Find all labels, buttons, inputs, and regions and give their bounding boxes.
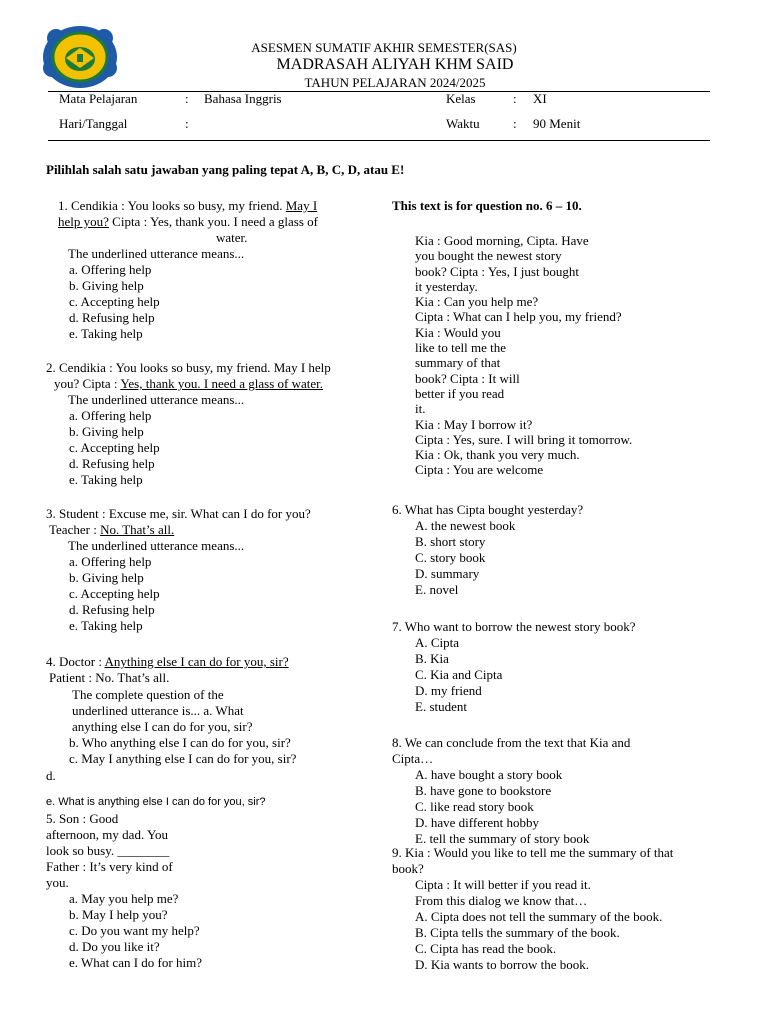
instruction: Pilihlah salah satu jawaban yang paling tepat A, B, C, D, atau E!	[46, 162, 405, 177]
q9-option[interactable]: D. Kia wants to borrow the book.	[415, 957, 590, 972]
q3-underlined: No. That’s all.	[100, 522, 175, 537]
q7-option[interactable]: E. student	[415, 699, 467, 714]
q8-text: Cipta…	[392, 751, 434, 766]
q1-underlined: help you?	[58, 214, 109, 229]
q6-option[interactable]: B. short story	[415, 534, 486, 549]
question-2	[46, 360, 331, 488]
date-label: Hari/Tanggal	[59, 116, 128, 131]
q2-stem: The underlined utterance means...	[68, 392, 245, 407]
q1-text: 1. Cendikia : You looks so busy, my friend.	[58, 198, 286, 213]
q2-underlined: Yes, thank you. I need a glass of water.	[120, 376, 323, 391]
q1-option[interactable]: e. Taking help	[69, 326, 143, 341]
q1-option[interactable]: a. Offering help	[69, 262, 152, 277]
question-3	[46, 506, 311, 634]
dialog-line: like to tell me the	[415, 340, 506, 356]
q6-text: 6. What has Cipta bought yesterday?	[392, 502, 584, 517]
q1-option[interactable]: c. Accepting help	[69, 294, 160, 309]
q3-option[interactable]: d. Refusing help	[69, 602, 155, 617]
q5-option[interactable]: a. May you help me?	[69, 891, 179, 906]
q2-option[interactable]: e. Taking help	[69, 472, 143, 487]
q9-text: 9. Kia : Would you like to tell me the summary of that	[392, 845, 674, 860]
q2-text: you? Cipta :	[54, 376, 121, 391]
q4-text: The complete question of the	[72, 687, 224, 702]
q9-text: Cipta : It will better if you read it.	[415, 877, 591, 892]
q2-option[interactable]: c. Accepting help	[69, 440, 160, 455]
dialog-line: you bought the newest story	[415, 248, 562, 264]
q9-text: book?	[392, 861, 424, 876]
question-7	[392, 619, 635, 715]
academic-year: TAHUN PELAJARAN 2024/2025	[304, 75, 486, 90]
class-value: XI	[533, 91, 547, 106]
dialog-line: Kia : Ok, thank you very much.	[415, 447, 580, 463]
exam-title: ASESMEN SUMATIF AKHIR SEMESTER(SAS)	[251, 40, 517, 55]
question-5	[46, 811, 202, 971]
school-name: MADRASAH ALIYAH KHM SAID	[276, 56, 514, 73]
q3-option[interactable]: c. Accepting help	[69, 586, 160, 601]
q1-option[interactable]: b. Giving help	[69, 278, 144, 293]
dialog-line: Cipta : Yes, sure. I will bring it tomorrow.	[415, 431, 633, 447]
dialog-line: Cipta : You are welcome	[415, 462, 544, 478]
q1-text: Cipta : Yes, thank you. I need a glass of	[108, 214, 318, 229]
q9-option[interactable]: C. Cipta has read the book.	[415, 941, 557, 956]
colon: :	[185, 91, 189, 106]
q8-text: 8. We can conclude from the text that Kia and	[392, 735, 631, 750]
q5-text: you.	[46, 875, 69, 890]
q5-option[interactable]: b. May I help you?	[69, 907, 168, 922]
q9-text: From this dialog we know that…	[415, 893, 588, 908]
q9-option[interactable]: A. Cipta does not tell the summary of the book.	[415, 909, 663, 924]
q8-option[interactable]: B. have gone to bookstore	[415, 783, 552, 798]
q4-text: 4. Doctor :	[46, 654, 105, 669]
q5-text: afternoon, my dad. You	[46, 827, 169, 842]
q5-text: look so busy. ________	[46, 843, 170, 858]
q4-underlined: Anything else I can do for you, sir?	[104, 654, 289, 669]
q2-option[interactable]: d. Refusing help	[69, 456, 155, 471]
q5-option[interactable]: c. Do you want my help?	[69, 923, 200, 938]
q3-stem: The underlined utterance means...	[68, 538, 245, 553]
q7-option[interactable]: C. Kia and Cipta	[415, 667, 503, 682]
dialog-line: it yesterday.	[415, 278, 478, 294]
header-rule-bottom	[48, 140, 710, 141]
q4-text: Patient : No. That’s all.	[49, 670, 170, 685]
subject-value: Bahasa Inggris	[204, 91, 282, 106]
dialog-line: it.	[415, 401, 426, 417]
dialog-line: Kia : Would you	[415, 324, 501, 340]
q5-option[interactable]: e. What can I do for him?	[69, 955, 202, 970]
time-value: 90 Menit	[533, 116, 581, 131]
subject-label: Mata Pelajaran	[59, 91, 138, 106]
q2-option[interactable]: a. Offering help	[69, 408, 152, 423]
q3-text: Teacher :	[49, 522, 101, 537]
question-8	[392, 735, 630, 847]
q8-option[interactable]: C. like read story book	[415, 799, 534, 814]
passage-dialog	[415, 233, 632, 478]
q7-option[interactable]: A. Cipta	[415, 635, 460, 650]
q3-text: 3. Student : Excuse me, sir. What can I do for you?	[46, 506, 311, 521]
header-rule-top	[48, 91, 710, 92]
q6-option[interactable]: E. novel	[415, 582, 459, 597]
q5-text: Father : It’s very kind of	[46, 859, 173, 874]
colon: :	[513, 116, 517, 131]
q3-option[interactable]: a. Offering help	[69, 554, 152, 569]
colon: :	[185, 116, 189, 131]
q1-option[interactable]: d. Refusing help	[69, 310, 155, 325]
q5-option[interactable]: d. Do you like it?	[69, 939, 160, 954]
dialog-line: Kia : May I borrow it?	[415, 416, 533, 432]
passage-title: This text is for question no. 6 – 10.	[392, 198, 582, 213]
q4-text[interactable]: anything else I can do for you, sir?	[72, 719, 253, 734]
question-1	[46, 198, 318, 342]
dialog-line: summary of that	[415, 355, 501, 371]
q9-option[interactable]: B. Cipta tells the summary of the book.	[415, 925, 620, 940]
time-label: Waktu	[446, 116, 480, 131]
dialog-line: book? Cipta : It will	[415, 370, 520, 386]
q7-option[interactable]: D. my friend	[415, 683, 482, 698]
question-9	[392, 845, 673, 973]
q4-text[interactable]: underlined utterance is... a. What	[72, 703, 244, 718]
dialog-line: better if you read	[415, 385, 505, 401]
q2-option[interactable]: b. Giving help	[69, 424, 144, 439]
q6-option[interactable]: D. summary	[415, 566, 480, 581]
colon: :	[513, 91, 517, 106]
q6-option[interactable]: A. the newest book	[415, 518, 516, 533]
q4-option[interactable]: c. May I anything else I can do for you, sir?	[69, 751, 297, 766]
q8-option[interactable]: A. have bought a story book	[415, 767, 563, 782]
question-4	[46, 654, 296, 810]
q3-option[interactable]: b. Giving help	[69, 570, 144, 585]
q1-text: water.	[216, 230, 248, 245]
q1-underlined: May I	[285, 198, 318, 213]
class-label: Kelas	[446, 91, 476, 106]
q4-option[interactable]: e. What is anything else I can do for you, sir?	[46, 796, 266, 808]
dialog-line: book? Cipta : Yes, I just bought	[415, 263, 579, 279]
dialog-line: Kia : Can you help me?	[415, 294, 539, 310]
question-6	[392, 502, 583, 598]
q6-option[interactable]: C. story book	[415, 550, 486, 565]
dialog-line: Kia : Good morning, Cipta. Have	[415, 233, 589, 248]
q4-option[interactable]: d.	[46, 768, 56, 783]
q7-option[interactable]: B. Kia	[415, 651, 449, 666]
q4-option[interactable]: b. Who anything else I can do for you, sir?	[69, 735, 291, 750]
q8-option[interactable]: D. have different hobby	[415, 815, 539, 830]
q8-option[interactable]: E. tell the summary of story book	[415, 831, 590, 846]
q5-text: 5. Son : Good	[46, 811, 119, 826]
q1-stem: The underlined utterance means...	[68, 246, 245, 261]
q2-text: 2. Cendikia : You looks so busy, my friend. May I help	[46, 360, 331, 375]
q7-text: 7. Who want to borrow the newest story book?	[392, 619, 636, 634]
q3-option[interactable]: e. Taking help	[69, 618, 143, 633]
dialog-line: Cipta : What can I help you, my friend?	[415, 309, 622, 325]
